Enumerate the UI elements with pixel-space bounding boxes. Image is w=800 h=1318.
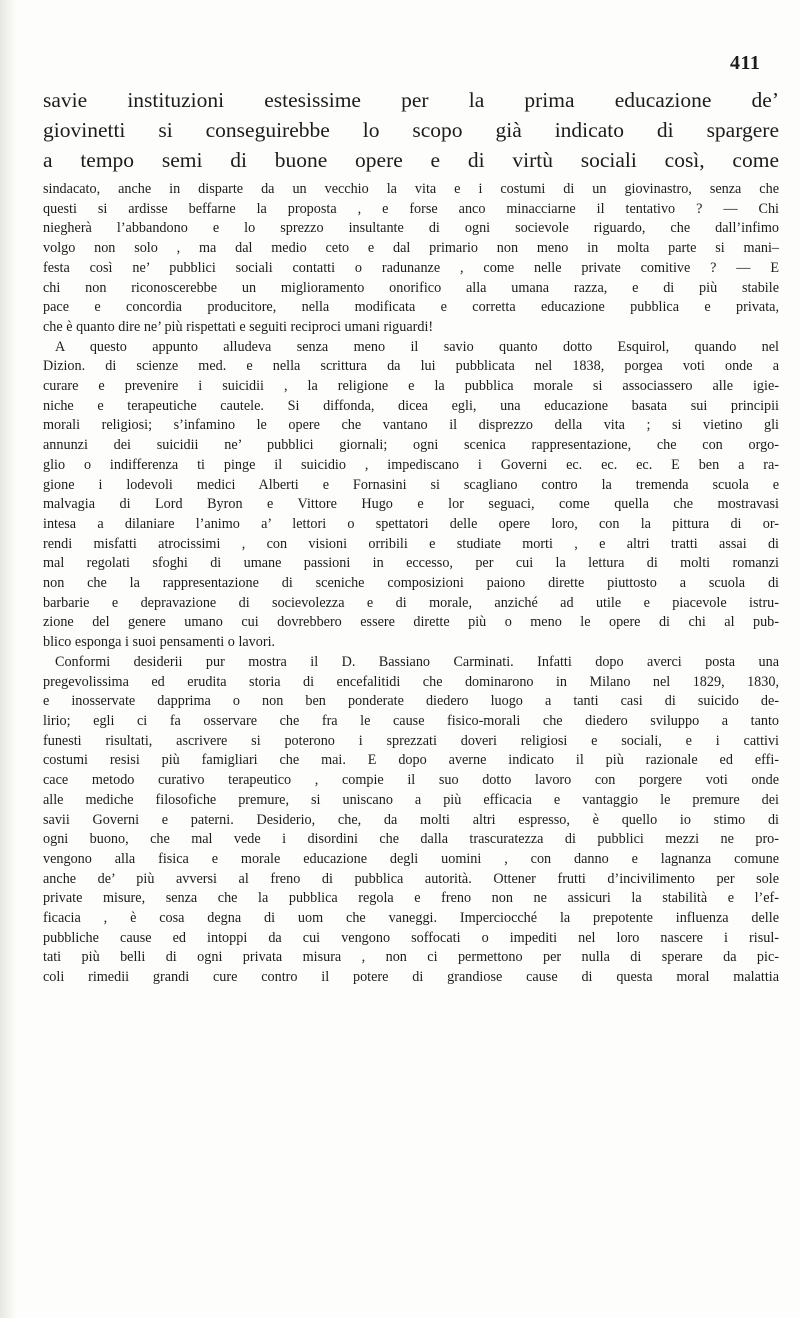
text-line: glio o indifferenza ti pinge il suicidio , impediscano i Governi ec. ec. ec. E ben a ra- [43,456,779,473]
text-line: pace e concordia producitore, nella modificata e corretta educazione pubblica e privata, [43,299,779,316]
paragraph [43,180,779,338]
body-text [43,180,779,988]
page-binding-edge [0,0,16,1318]
page-number: 411 [730,52,761,74]
lead-text [43,85,779,175]
text-line: pubbliche cause ed intoppi da cui vengono soffocati o impediti nel loro nascere i risul- [43,929,779,946]
text-line: private misure, senza che la pubblica regola e freno non ne assicuri la stabilità e l’ef- [43,890,779,907]
text-line: che è quanto dire ne’ più rispettati e seguiti reciproci umani riguardi! [43,318,434,335]
text-line: blico esponga i suoi pensamenti o lavori. [43,634,276,651]
text-line: sindacato, anche in disparte da un vecchio la vita e i costumi di un giovinastro, senza che [43,181,779,197]
text-line: funesti risultati, ascrivere si poterono i sprezzati doveri religiosi e sociali, e i cattivi [43,732,779,749]
text-line: annunzi dei suicidii ne’ pubblici giornali; ogni scenica rappresentazione, che con orgo- [43,437,779,454]
text-line: zione del genere umano cui dovrebbero essere dirette più o meno le opere di chi al pub- [43,614,779,631]
lead-line: giovinetti si conseguirebbe lo scopo già indicato di spargere [43,118,779,142]
text-line: A questo appunto alludeva senza meno il savio quanto dotto Esquirol, quando nel [55,338,779,355]
text-line: niche e terapeutiche cautele. Si diffonda, dicea egli, una educazione basata sui principii [43,397,779,414]
text-line: mal regolati sfoghi di umane passioni in eccesso, per cui la lettura di molti romanzi [43,555,779,572]
text-line: morali religiosi; s’infamino le opere che vantano il disprezzo della vita ; si vietino gli [43,417,779,434]
text-line: Conformi desiderii pur mostra il D. Bassiano Carminati. Infatti dopo averci posta una [55,653,779,670]
text-line: lirio; egli ci fa osservare che fra le cause fisico-morali che diedero sviluppo a tanto [43,712,779,729]
text-line: niegherà l’abbandono e lo sprezzo insultante di ogni socievole riguardo, che dall’infimo [43,220,779,237]
text-line: chi non riconoscerebbe un miglioramento onorifico alla umana razza, e di più stabile [43,279,779,296]
text-line: vengono alla fisica e morale educazione degli uomini , con danno e lagnanza comune [43,850,779,867]
paragraph [43,338,779,653]
text-line: savii Governi e paterni. Desiderio, che, da molti altri espresso, è quello io stimo di [43,811,779,828]
text-line: alle mediche filosofiche premure, si uniscano a più efficacia e vantaggio le premure dei [43,791,779,808]
text-line: curare e prevenire i suicidii , la religione e la pubblica morale si associassero alle igie- [43,378,779,395]
lead-line: savie instituzioni estesissime per la prima educazione de’ [43,88,779,112]
text-line: rendi misfatti atrocissimi , con visioni orribili e studiate morti , e altri tratti assai di [43,535,779,552]
text-line: ogni buono, che mal vede i disordini che dalla trascuratezza di pubblici mezzi ne pro- [43,831,779,848]
text-line: tati più belli di ogni privata misura , non ci permettono per nulla di sperare da pic- [43,949,779,966]
text-line: malvagia di Lord Byron e Vittore Hugo e lor seguaci, come quella che mostravasi [43,496,779,513]
text-line: intesa a dilaniare l’animo a’ lettori o spettatori delle opere loro, con la pittura di or- [43,515,779,532]
text-line: anche de’ più avversi al freno di pubblica autorità. Ottener frutti d’incivilimento per sole [43,870,779,887]
text-line: questi si ardisse beffarne la proposta , e forse anco minacciarne il tentativo ? — Chi [43,200,779,217]
text-line: Dizion. di scienze med. e nella scrittura da lui pubblicata nel 1838, porgea voti onde a [43,358,779,375]
text-line: barbarie e depravazione di socievolezza e di morale, anziché ad utile e piacevole istru- [43,594,779,611]
text-line: pregevolissima ed erudita storia di encefalitidi che dominarono in Milano nel 1829, 1830, [43,673,779,690]
text-line: gione i lodevoli medici Alberti e Fornasini si scagliano contro la tremenda scuola e [43,476,779,493]
lead-line: a tempo semi di buone opere e di virtù sociali così, come [43,148,779,172]
text-line: costumi resisi più famigliari che mai. E dopo averne indicato il più razionale ed effi- [43,752,779,769]
text-line: coli rimedii grandi cure contro il potere di grandiose cause di questa moral malattia [43,969,779,986]
text-line: festa così ne’ pubblici sociali contatti o radunanze , come nelle private comitive ? — E [43,259,779,276]
text-line: non che la rappresentazione di sceniche composizioni paiono dirette piuttosto a scuola di [43,575,779,592]
text-line: cace metodo curativo terapeutico , compie il suo dotto lavoro con porgere voti onde [43,772,779,789]
paragraph [43,653,779,988]
text-line: ficacia , è cosa degna di uom che vaneggi. Imperciocché la prepotente influenza delle [43,910,779,927]
text-line: e inosservate dapprima o non ben ponderate diedero luogo a tanti casi di suicido de- [43,693,779,710]
text-line: volgo non solo , ma dal medio ceto e dal primario non meno in molta parte si mani– [43,240,779,257]
